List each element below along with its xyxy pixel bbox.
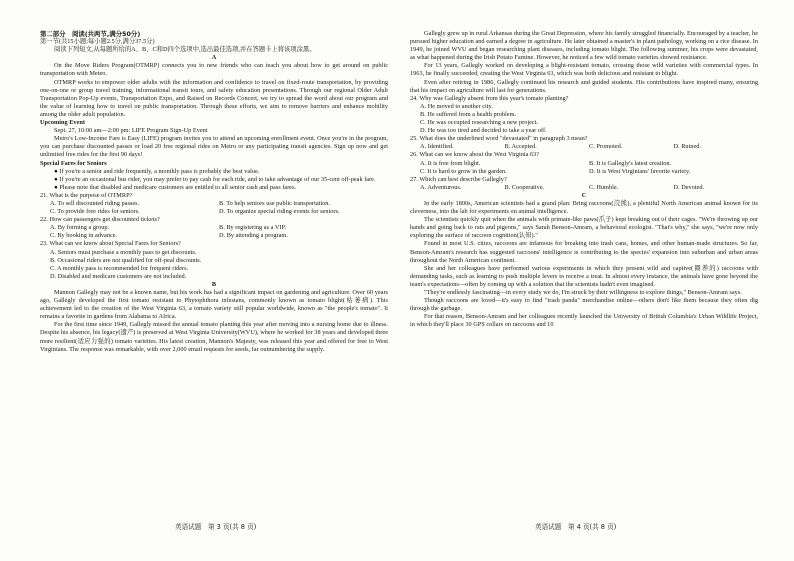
instruction: 阅读下列短文,从每题所给的A、B、C和D四个选项中,选出最佳选项,并在答题卡上将该项涂黑。 — [54, 46, 316, 54]
option-26-d: D. It is West Virginians' favorite variety. — [589, 167, 691, 175]
question-22-options — [40, 224, 388, 240]
option-21-a: A. To sell discounted riding passes. — [50, 199, 140, 207]
bullet-3: ● Please note that disabled and medicare customers are entitled to all senior cash and pass fares. — [54, 183, 297, 191]
event-line: Sept. 27, 10:00 am—2:00 pm: LIFE Program Sign-Up Event — [54, 127, 208, 135]
right-column — [410, 30, 758, 329]
option-25-d: D. Ruined. — [673, 143, 701, 151]
option-27-a: A. Adventurous. — [420, 183, 462, 191]
option-26-b: B. It is Gallegly's latest creation. — [589, 159, 672, 167]
option-24-c: C. He was occupied researching a new project. — [420, 119, 539, 127]
option-24-a: A. He moved to another city. — [420, 102, 493, 110]
special-fares-heading: Special Fares for Seniors — [40, 159, 107, 167]
section-title: 第二部分 阅读(共两节,满分50分) — [40, 30, 141, 38]
passage-c-paragraph-4: She and her colleagues have performed various experiments in which they present wild and captive(圈养的) raccoons with demanding tasks, such as learning to push multiple levers to receive a treat. In almost every instance, the animals have gone beyond the team's expectations—often by coming up with a solution that the scientists hadn't even imagined. — [410, 264, 758, 288]
passage-a-letter: A — [211, 54, 217, 62]
passage-a-paragraph-1: On the Move Riders Program(OTMRP) connects you to new friends who can teach you about how to get around on public transportation with Meteo. — [40, 62, 388, 78]
footer-page-4: 英语试题 第 4 页(共 8 页) — [535, 523, 617, 531]
passage-c-paragraph-5: "They're endlessly fascinating—in every study we do, I'm struck by their willingness to explore things," Benson-Amram says. — [424, 289, 742, 296]
option-22-d: D. By attending a program. — [219, 232, 288, 240]
question-21: 21. What is the purpose of OTMRP? — [40, 191, 133, 199]
passage-c-paragraph-3: Found in most U.S. cities, raccoons are infamous for breaking into trash cans, homes, and other human-made structures. So far, Benson-Amram's research has suggested raccoons' intelligence is contributing to the species' expansion into suburban and urban areas throughout the North American continent. — [410, 240, 758, 264]
option-23-a: A. Seniors must purchase a monthly pass to get discounts. — [50, 248, 197, 256]
bullet-1: ● If you're a senior and ride frequently, a monthly pass is probably the best value. — [54, 167, 260, 175]
question-27-options — [410, 184, 758, 192]
bullet-2: ● If you're an occasional bus rider, you may prefer to pay cash for each ride, and to take advantage of our 35-cent off-peak fare. — [54, 175, 376, 183]
option-27-d: D. Devoted. — [673, 183, 705, 191]
option-25-b: B. Accepted. — [504, 143, 537, 151]
question-25-options — [410, 143, 758, 151]
option-21-c: C. To provide free rides for seniors. — [50, 208, 140, 216]
passage-c-paragraph-2: The scientists quickly quit when the animals with primate-like paws(爪子) kept breaking out of their cages. "We're throwing up our hands and going back to rats and pigeons," says Sarah Benson-Amram, a behavioral ecologist. "That's why," she says, "we're now only exploring the surface of raccoon cognition(认知)." — [410, 216, 758, 240]
section-subtitle: 第一节(共15小题;每小题2.5分,满分37.5分) — [40, 38, 155, 46]
left-column — [40, 30, 388, 354]
option-26-a: A. It is free from blight. — [420, 159, 481, 167]
question-22: 22. How can passengers get discounted tickets? — [40, 216, 160, 224]
option-22-a: A. By forming a group. — [50, 224, 110, 232]
upcoming-event-heading: Upcoming Event — [40, 119, 85, 127]
option-21-b: B. To help seniors use public transportation. — [219, 199, 331, 207]
question-26-options — [410, 160, 758, 176]
passage-c-paragraph-7: For that reason, Benson-Amram and her colleagues recently launched the University of British Columbia's Urban Wildlife Project, in which they'll place 30 GPS collars on raccoons and 10 — [410, 313, 758, 329]
question-24: 24. Why was Gallegly absent from this year's tomato planting? — [410, 94, 569, 102]
passage-b-paragraph-4: For 13 years, Gallegly worked on developing a blight-resistant tomato, crossing those wild varieties with commercial types. In 1963, he finally succeeded, creating the West Virginia 63, which was both delicious and resistant to blight. — [410, 62, 758, 78]
passage-b-paragraph-5: Even after retiring in 1986, Gallegly continued his research and guided students. His contributions have inspired many, ensuring that his impact on agriculture will last for generations. — [410, 78, 758, 94]
option-24-b: B. He suffered from a health problem. — [420, 110, 517, 118]
footer-page-3: 英语试题 第 3 页(共 8 页) — [175, 523, 257, 531]
option-21-d: D. To organize special riding events for seniors. — [219, 208, 340, 216]
event-body: Metro's Low-Income Fare is Easy (LIFE) program invites you to attend an upcoming enrollment event. Once you're in the program, you can purchase discounted passes or load 20 free regional rides on Metro or any participating transit agencies. Sign up now and get unlimited free rides for the first 90 days! — [40, 135, 388, 159]
question-21-options — [40, 200, 388, 216]
question-26: 26. What can we know about the West Virginia 63? — [410, 151, 540, 159]
option-22-c: C. By booking in advance. — [50, 232, 118, 240]
passage-b-paragraph-1: Mannon Gallegly may not be a known name, but his work has had a significant impact on gardening and agriculture. Over 60 years ago, Gallegly developed the first tomato resistant to Phytophthora infestans, commonly known as tomato blight(枯萎病). This achievement led to the creation of the West Virginia 63, a tomato variety still popular worldwide, known as "the people's tomato". It remains a favorite in gardens from Alabama to Africa. — [40, 289, 388, 321]
passage-a-paragraph-2: OTMRP works to empower older adults with the information and confidence to travel on fixed-route transportation, by providing one-on-one or group travel training, informational transit tours, and safety education presentations. Through our regional Older Adult Transportation Pop-Up events, Transportation Expo, and Raised on Records Concert, we try to spread the word about our program and the value of learning how to travel on public transportation. Through these efforts, we aim to remove barriers and enhance mobility among the older adult population. — [40, 78, 388, 118]
option-23-b: B. Occasional riders are not qualified for off-peal discounts. — [50, 256, 202, 264]
passage-c-paragraph-1: In the early 1800s, American scientists had a grand plan: Bring raccoons(浣熊), a plentiful North American animal known for its cleverness, into the lab for experiments on animal intelligence. — [410, 199, 758, 216]
option-27-c: C. Humble. — [589, 183, 619, 191]
question-23-options — [40, 249, 388, 281]
option-25-a: A. Identified. — [420, 143, 454, 151]
option-23-d: D. Disabled and medicare customers are not included. — [50, 272, 187, 280]
passage-b-paragraph-3: Gallegly grew up in rural Arkansas during the Great Depression, where his family struggled financially. Encouraged by a teacher, he pursued higher education and earned a degree in agriculture. He later obtained a master's in plant pathology, working on a rice disease. In 1949, he joined WVU and began researching plant diseases, including tomato blight. The following summer, his crops were devastated, as what happened during the Irish Potato Famine. However, he noticed a few wild tomato varieties showed resistance. — [410, 30, 758, 62]
passage-b-letter: B — [211, 280, 217, 288]
passage-c-letter: C — [581, 191, 587, 199]
option-25-c: C. Promoted. — [589, 143, 623, 151]
question-23: 23. What can we know about Special Fares for Seniors? — [40, 240, 181, 248]
question-24-options — [410, 103, 758, 135]
question-25: 25. What does the underlined word "devastated" in paragraph 3 mean? — [410, 135, 588, 143]
passage-b-paragraph-2: For the first time since 1949, Gallegly missed the annual tomato planting this year after moving into a nursing home due to illness. Despite his absence, his legacy(遗产) is preserved at West Virginia University(WVU), where he worked for 38 years and developed three more resilient(适应力强的) tomato varieties. His latest creation, Mannon's Majesty, was released this year and offered for free to West Virginians. The response was remarkable, with over 2,000 email requests for seeds, far outnumbering the supply. — [40, 321, 388, 353]
option-23-c: C. A monthly pass is recommended for frequent riders. — [50, 264, 189, 272]
option-24-d: D. He was too tired and decided to take a year off. — [420, 127, 547, 135]
passage-c-paragraph-6: Though raccoons are loved—it's easy to find "trash panda" merchandise online—others don't like them because they often dig through the garbage. — [410, 297, 758, 313]
option-27-b: B. Cooperative. — [504, 183, 545, 191]
option-22-b: B. By registering as a VIP. — [219, 224, 286, 232]
question-27: 27. Which can best describe Gallegly? — [410, 175, 507, 183]
option-26-c: C. It is hard to grow in the garden. — [420, 167, 507, 175]
